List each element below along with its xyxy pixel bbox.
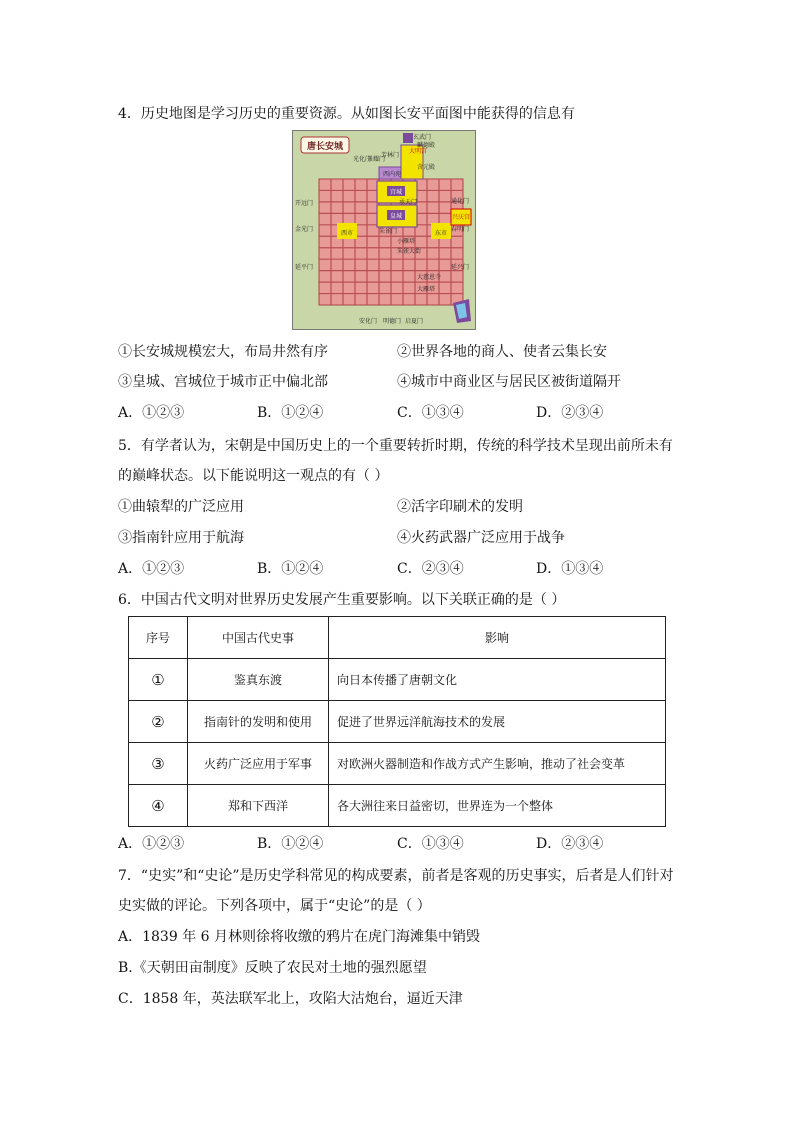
row-event: 火药广泛应用于军事 — [188, 743, 329, 785]
q5-stem-line1: 5．有学者认为，宋朝是中国历史上的一个重要转折时期，传统的科学技术呈现出前所未有 — [118, 438, 673, 454]
row-index: ③ — [129, 743, 188, 785]
row-event: 指南针的发明和使用 — [188, 701, 329, 743]
changan-map-svg — [293, 131, 475, 329]
q6-option-c: C．①③④ — [397, 836, 464, 852]
row-index: ② — [129, 701, 188, 743]
label-yanxing-gate: 延兴门 — [451, 264, 470, 271]
label-zhuque-gate: 朱雀门 — [379, 228, 398, 235]
q6-option-d: D．②③④ — [536, 836, 604, 852]
table-row — [129, 659, 666, 701]
q5-option-b: B．①②④ — [257, 561, 324, 577]
q5-statement-3: ③指南针应用于航海 — [118, 530, 244, 546]
q4-option-b: B．①②④ — [257, 405, 324, 421]
q4-option-a: A．①②③ — [118, 405, 185, 421]
label-fanglin-gate: 芳林门 — [381, 152, 400, 159]
q6-stem: 6．中国古代文明对世界历史发展产生重要影响。以下关联正确的是（ ） — [118, 592, 566, 608]
label-zhuque-street: 朱雀大街 — [397, 248, 422, 255]
label-guanghua-gate: 光化门 — [353, 156, 372, 163]
row-event: 鉴真东渡 — [188, 659, 329, 701]
row-impact: 各大洲往来日益密切，世界连为一个整体 — [329, 785, 666, 827]
q4-stem: 4．历史地图是学习历史的重要资源。从如图长安平面图中能获得的信息有 — [118, 106, 575, 122]
label-daming-palace: 大明宫 — [409, 148, 428, 155]
label-chengtian-gate: 承天门 — [399, 199, 418, 206]
row-index: ④ — [129, 785, 188, 827]
q6-table — [128, 616, 666, 827]
table-row — [129, 785, 666, 827]
label-xingqing-palace: 兴庆宫 — [452, 214, 471, 221]
q5-statement-1: ①曲辕犁的广泛应用 — [118, 499, 244, 515]
q5-option-d: D．①③④ — [536, 561, 604, 577]
row-impact: 向日本传播了唐朝文化 — [329, 659, 666, 701]
label-linde-hall: 麟德殿 — [417, 142, 436, 149]
changan-map — [292, 130, 476, 330]
label-hanyuan-hall: 含元殿 — [417, 164, 436, 171]
row-event: 郑和下西洋 — [188, 785, 329, 827]
label-chunming-gate: 春明门 — [451, 226, 470, 233]
label-dayan-pagoda: 大雁塔 — [417, 286, 436, 293]
label-tonghua-gate: 通化门 — [451, 198, 470, 205]
q5-option-c: C．②③④ — [397, 561, 464, 577]
xuanwu-gate-block — [403, 133, 413, 143]
label-anhua-gate: 安化门 — [359, 318, 378, 325]
q4-statement-3: ③皇城、宫城位于城市正中偏北部 — [118, 374, 328, 390]
q4-option-c: C．①③④ — [397, 405, 464, 421]
table-row — [129, 743, 666, 785]
q6-option-a: A．①②③ — [118, 836, 185, 852]
q4-statement-2: ②世界各地的商人、使者云集长安 — [397, 344, 607, 360]
header-impact: 影响 — [329, 617, 666, 659]
q5-option-a: A．①②③ — [118, 561, 185, 577]
q4-statement-1: ①长安城规模宏大，布局井然有序 — [118, 344, 328, 360]
label-jinguang-gate: 金光门 — [295, 226, 314, 233]
map-title: 唐长安城 — [306, 142, 344, 152]
header-index: 序号 — [129, 617, 188, 659]
header-event: 中国古代史事 — [188, 617, 329, 659]
label-jingyao-gate: 景耀门 — [367, 156, 386, 163]
q7-option-a: A．1839 年 6 月林则徐将收缴的鸦片在虎门海滩集中销毁 — [118, 929, 480, 945]
q7-stem-line1: 7．“史实”和“史论”是历史学科常见的构成要素，前者是客观的历史事实，后者是人们针对 — [118, 868, 674, 884]
q6-option-b: B．①②④ — [257, 836, 324, 852]
label-west-market: 西市 — [341, 230, 354, 237]
label-qixia-gate: 启夏门 — [405, 318, 424, 325]
label-xinei-yuan: 西内苑 — [383, 171, 402, 178]
q5-statement-4: ④火药武器广泛应用于战争 — [397, 530, 565, 546]
q7-option-b: B.《天朝田亩制度》反映了农民对土地的强烈愿望 — [118, 960, 427, 976]
label-gongcheng: 宫城 — [389, 189, 403, 196]
q4-statement-4: ④城市中商业区与居民区被街道隔开 — [397, 374, 621, 390]
label-mingde-gate: 明德门 — [383, 318, 402, 325]
table-header-row — [129, 617, 666, 659]
q4-option-d: D．②③④ — [536, 405, 604, 421]
row-index: ① — [129, 659, 188, 701]
label-east-market: 东市 — [435, 230, 448, 237]
row-impact: 促进了世界远洋航海技术的发展 — [329, 701, 666, 743]
q7-option-c: C．1858 年，英法联军北上，攻陷大沽炮台，逼近天津 — [118, 991, 463, 1007]
label-kaiyuan-gate: 开远门 — [295, 200, 314, 207]
table-row — [129, 701, 666, 743]
label-dacien-temple: 大慈恩寺 — [417, 274, 442, 281]
q7-stem-line2: 史实做的评论。下列各项中，属于“史论”的是（ ） — [118, 898, 431, 914]
label-huangcheng: 皇城 — [389, 213, 403, 220]
row-impact: 对欧洲火器制造和作战方式产生影响，推动了社会变革 — [329, 743, 666, 785]
label-yanping-gate: 延平门 — [295, 264, 314, 271]
label-xuanwu-gate: 玄武门 — [413, 134, 432, 141]
q5-stem-line2: 的巅峰状态。以下能说明这一观点的有（ ） — [118, 468, 389, 484]
q5-statement-2: ②活字印刷术的发明 — [397, 499, 523, 515]
label-xiaoyan-pagoda: 小雁塔 — [397, 238, 416, 245]
